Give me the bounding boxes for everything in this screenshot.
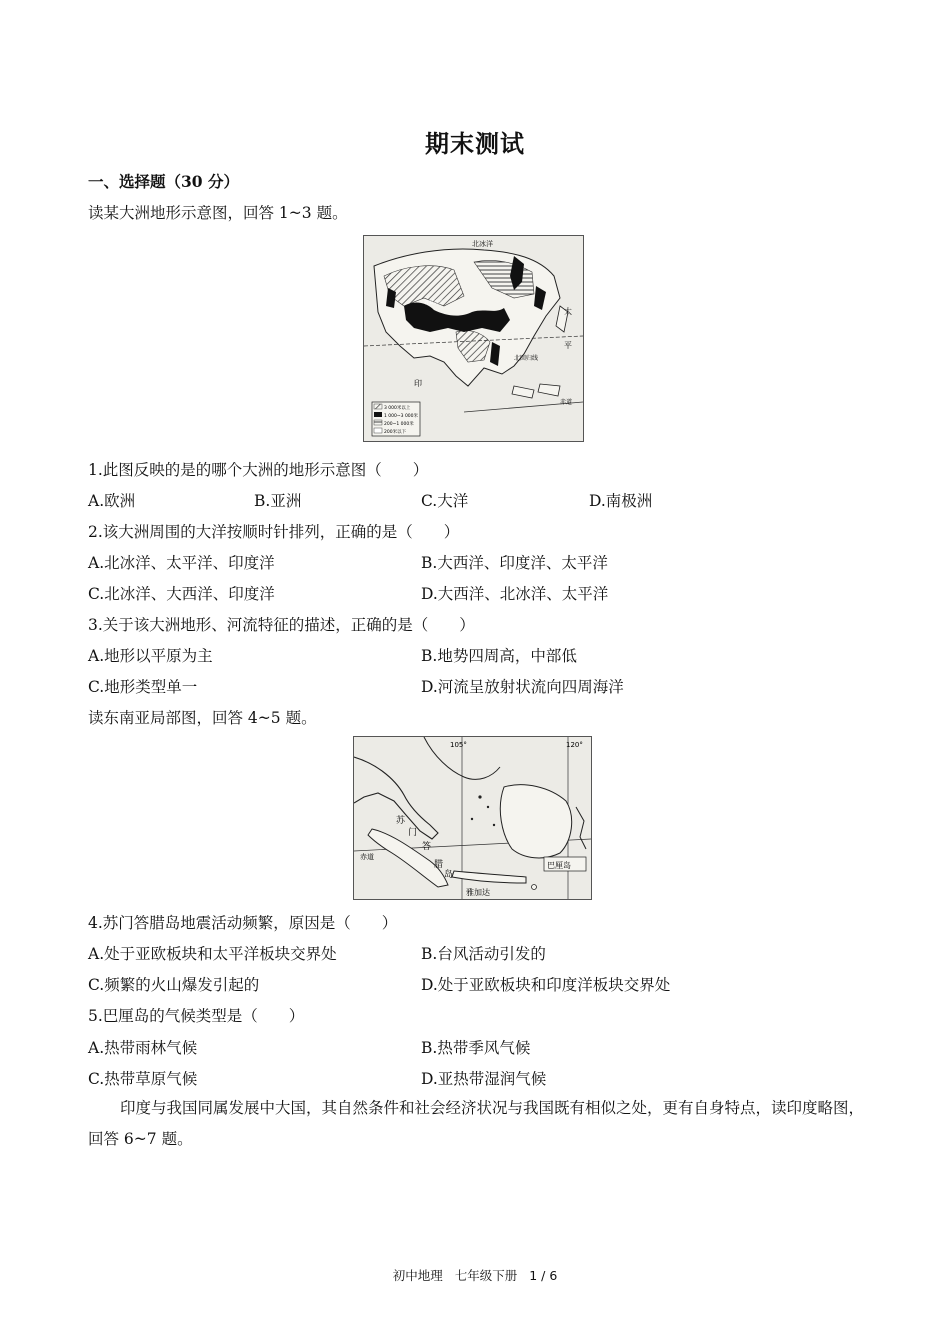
legend-item-2: 1 000~3 000米 <box>384 414 419 419</box>
question-5-option-c: C.热带草原气候 <box>88 1070 198 1088</box>
legend-item-4: 200米以下 <box>384 430 407 435</box>
question-4-option-b: B.台风活动引发的 <box>421 945 546 963</box>
footer-page-number: 1 / 6 <box>529 1268 558 1283</box>
question-1-option-d: D.南极洲 <box>589 492 653 510</box>
question-2-option-b: B.大西洋、印度洋、太平洋 <box>421 554 608 572</box>
question-4-option-d: D.处于亚欧板块和印度洋板块交界处 <box>421 976 671 994</box>
question-1-option-c: C.大洋 <box>421 492 469 510</box>
southeast-asia-map <box>353 736 592 900</box>
question-3-option-d: D.河流呈放射状流向四周海洋 <box>421 678 624 696</box>
question-1-option-a: A.欧洲 <box>88 492 136 510</box>
page-footer <box>0 1266 950 1284</box>
label-lon-120: 120° <box>566 741 583 749</box>
question-5-option-d: D.亚热带湿润气候 <box>421 1070 547 1088</box>
question-2-stem: 2.该大洲周围的大洋按顺时针排列，正确的是（ ） <box>88 523 460 541</box>
question-5-stem: 5.巴厘岛的气候类型是（ ） <box>88 1007 305 1025</box>
question-1-stem: 1.此图反映的是的哪个大洲的地形示意图（ ） <box>88 461 429 479</box>
asia-terrain-map-graphic <box>364 236 583 441</box>
label-jakarta: 雅加达 <box>466 888 490 897</box>
southeast-asia-map-graphic <box>354 737 591 899</box>
label-plateau: 青藏高原 <box>424 300 445 306</box>
question-5-option-b: B.热带季风气候 <box>421 1039 531 1057</box>
label-bali: 巴厘岛 <box>547 861 571 870</box>
label-pacific-2: 平 <box>564 341 572 350</box>
label-la: 腊 <box>434 860 444 870</box>
label-indian-ocean: 印 <box>414 379 422 388</box>
label-men: 门 <box>408 828 418 838</box>
question-1-option-b: B.亚洲 <box>254 492 302 510</box>
question-4-option-a: A.处于亚欧板块和太平洋板块交界处 <box>88 945 337 963</box>
label-tropic: 北回归线 <box>514 355 539 362</box>
section-heading: 一、选择题（30 分） <box>88 172 239 191</box>
legend-item-1: 3 000米以上 <box>384 406 411 411</box>
question-5-option-a: A.热带雨林气候 <box>88 1039 198 1057</box>
asia-terrain-map <box>363 235 584 442</box>
label-su: 苏 <box>396 816 406 826</box>
map-legend <box>372 402 420 436</box>
legend-item-3: 200~1 000米 <box>384 422 414 427</box>
footer-subject: 初中地理 <box>392 1268 443 1283</box>
question-3-option-c: C.地形类型单一 <box>88 678 198 696</box>
question-4-stem: 4.苏门答腊岛地震活动频繁，原因是（ ） <box>88 914 398 932</box>
question-2-option-a: A.北冰洋、太平洋、印度洋 <box>88 554 275 572</box>
question-3-option-a: A.地形以平原为主 <box>88 647 213 665</box>
footer-grade: 七年级下册 <box>454 1268 518 1283</box>
question-2-option-d: D.大西洋、北冰洋、太平洋 <box>421 585 609 603</box>
question-2-option-c: C.北冰洋、大西洋、印度洋 <box>88 585 275 603</box>
intro-text-2: 读东南亚局部图，回答 4~5 题。 <box>88 709 317 727</box>
question-3-stem: 3.关于该大洲地形、河流特征的描述，正确的是（ ） <box>88 616 475 634</box>
label-equator-2: 赤道 <box>360 853 374 861</box>
label-pacific-1: 太 <box>564 307 572 316</box>
label-lon-105: 105° <box>450 741 467 749</box>
label-equator: 赤道 <box>560 399 573 406</box>
intro-text-1: 读某大洲地形示意图，回答 1~3 题。 <box>88 204 348 222</box>
question-4-option-c: C.频繁的火山爆发引起的 <box>88 976 260 994</box>
label-bali-box <box>544 857 586 871</box>
page-title: 期末测试 <box>425 129 525 158</box>
label-dao: 岛 <box>444 870 454 880</box>
label-arctic-ocean: 北冰洋 <box>472 240 493 248</box>
india-intro-paragraph: 印度与我国同属发展中大国，其自然条件和社会经济状况与我国既有相似之处，更有自身特点，读印度略图，回答 6~7 题。 <box>88 1099 865 1148</box>
label-da: 答 <box>422 842 432 852</box>
question-3-option-b: B.地势四周高，中部低 <box>421 647 577 665</box>
